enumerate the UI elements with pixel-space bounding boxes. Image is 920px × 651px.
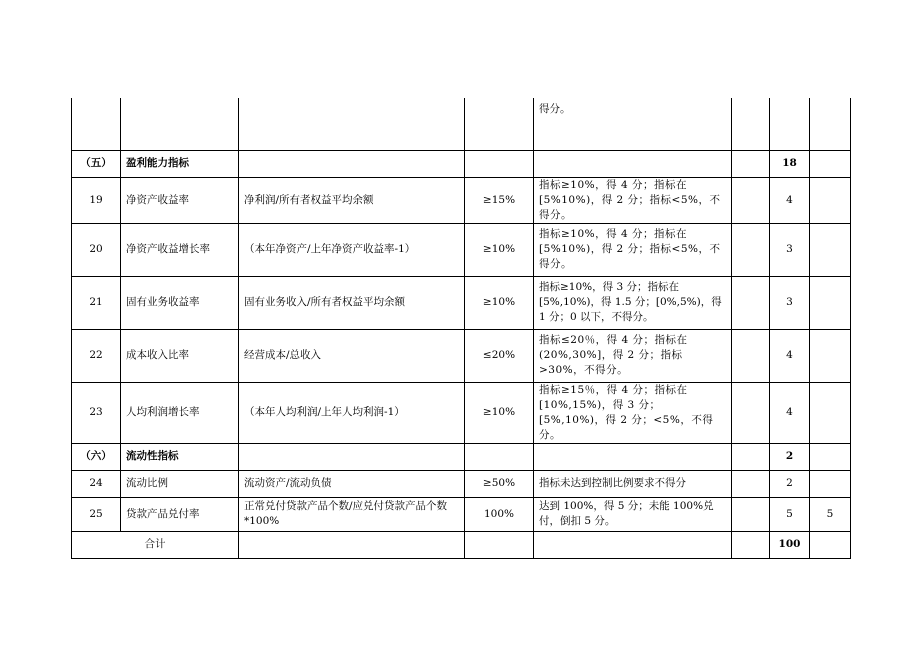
score-cell: 3 <box>770 276 810 329</box>
rule-cell: 指标未达到控制比例要求不得分 <box>534 470 732 497</box>
row-number: 19 <box>72 177 121 223</box>
formula-cell: 净利润/所有者权益平均余额 <box>239 177 465 223</box>
row-number: 21 <box>72 276 121 329</box>
indicator-name: 贷款产品兑付率 <box>121 497 239 531</box>
indicator-name: 净资产收益率 <box>121 177 239 223</box>
standard-cell: ≤20% <box>465 329 534 382</box>
table-row <box>72 276 851 329</box>
table-row <box>72 470 851 497</box>
total-row <box>72 531 851 558</box>
rule-cell: 得分。 <box>534 98 732 150</box>
score-cell: 2 <box>770 470 810 497</box>
table-row <box>72 329 851 382</box>
score-cell: 5 <box>770 497 810 531</box>
standard-cell: ≥50% <box>465 470 534 497</box>
table-row <box>72 177 851 223</box>
row-number: 23 <box>72 382 121 443</box>
row-number: 20 <box>72 223 121 276</box>
formula-cell: （本年净资产/上年净资产收益率-1） <box>239 223 465 276</box>
score-cell: 4 <box>770 177 810 223</box>
formula-cell: 流动资产/流动负债 <box>239 470 465 497</box>
standard-cell: ≥10% <box>465 276 534 329</box>
section-number: （五） <box>72 150 121 177</box>
row-number: 25 <box>72 497 121 531</box>
row-number: 22 <box>72 329 121 382</box>
score-cell: 4 <box>770 329 810 382</box>
section-number: （六） <box>72 443 121 470</box>
score-table <box>71 98 851 559</box>
table-row <box>72 223 851 276</box>
total-label: 合计 <box>72 531 239 558</box>
standard-cell: 100% <box>465 497 534 531</box>
section-title: 盈利能力指标 <box>121 150 239 177</box>
extra-score-cell <box>810 470 851 497</box>
continued-row <box>72 98 851 150</box>
table-row <box>72 382 851 443</box>
row-number: 24 <box>72 470 121 497</box>
score-cell: 4 <box>770 382 810 443</box>
formula-cell: 经营成本/总收入 <box>239 329 465 382</box>
rule-cell: 指标≤20％，得 4 分；指标在(20%,30%]，得 2 分；指标>30%，不得分。 <box>534 329 732 382</box>
standard-cell: ≥10% <box>465 382 534 443</box>
extra-score-cell: 5 <box>810 497 851 531</box>
standard-cell: ≥15% <box>465 177 534 223</box>
indicator-name: 净资产收益增长率 <box>121 223 239 276</box>
score-cell: 3 <box>770 223 810 276</box>
section-score: 18 <box>770 150 810 177</box>
formula-cell: 正常兑付贷款产品个数/应兑付贷款产品个数*100% <box>239 497 465 531</box>
indicator-name: 成本收入比率 <box>121 329 239 382</box>
rule-cell: 指标≥10%，得 3 分；指标在[5%,10%)，得 1.5 分；[0%,5%)，得 1 分；0 以下，不得分。 <box>534 276 732 329</box>
formula-cell: 固有业务收入/所有者权益平均余额 <box>239 276 465 329</box>
formula-cell: （本年人均利润/上年人均利润-1） <box>239 382 465 443</box>
rule-cell: 指标≥10%，得 4 分；指标在[5%10%)，得 2 分；指标<5%，不得分。 <box>534 177 732 223</box>
section-header-row <box>72 150 851 177</box>
section-score: 2 <box>770 443 810 470</box>
indicator-name: 流动比例 <box>121 470 239 497</box>
section-header-row <box>72 443 851 470</box>
table-row <box>72 497 851 531</box>
rule-cell: 指标≥10%，得 4 分；指标在[5%10%)，得 2 分；指标<5%，不得分。 <box>534 223 732 276</box>
total-score: 100 <box>770 531 810 558</box>
standard-cell: ≥10% <box>465 223 534 276</box>
rule-cell: 达到 100%，得 5 分；未能 100%兑付，倒扣 5 分。 <box>534 497 732 531</box>
rule-cell: 指标≥15％，得 4 分；指标在[10%,15%)，得 3 分；[5%,10%)，得 2 分；<5%，不得分。 <box>534 382 732 443</box>
indicator-name: 固有业务收益率 <box>121 276 239 329</box>
section-title: 流动性指标 <box>121 443 239 470</box>
indicator-name: 人均利润增长率 <box>121 382 239 443</box>
